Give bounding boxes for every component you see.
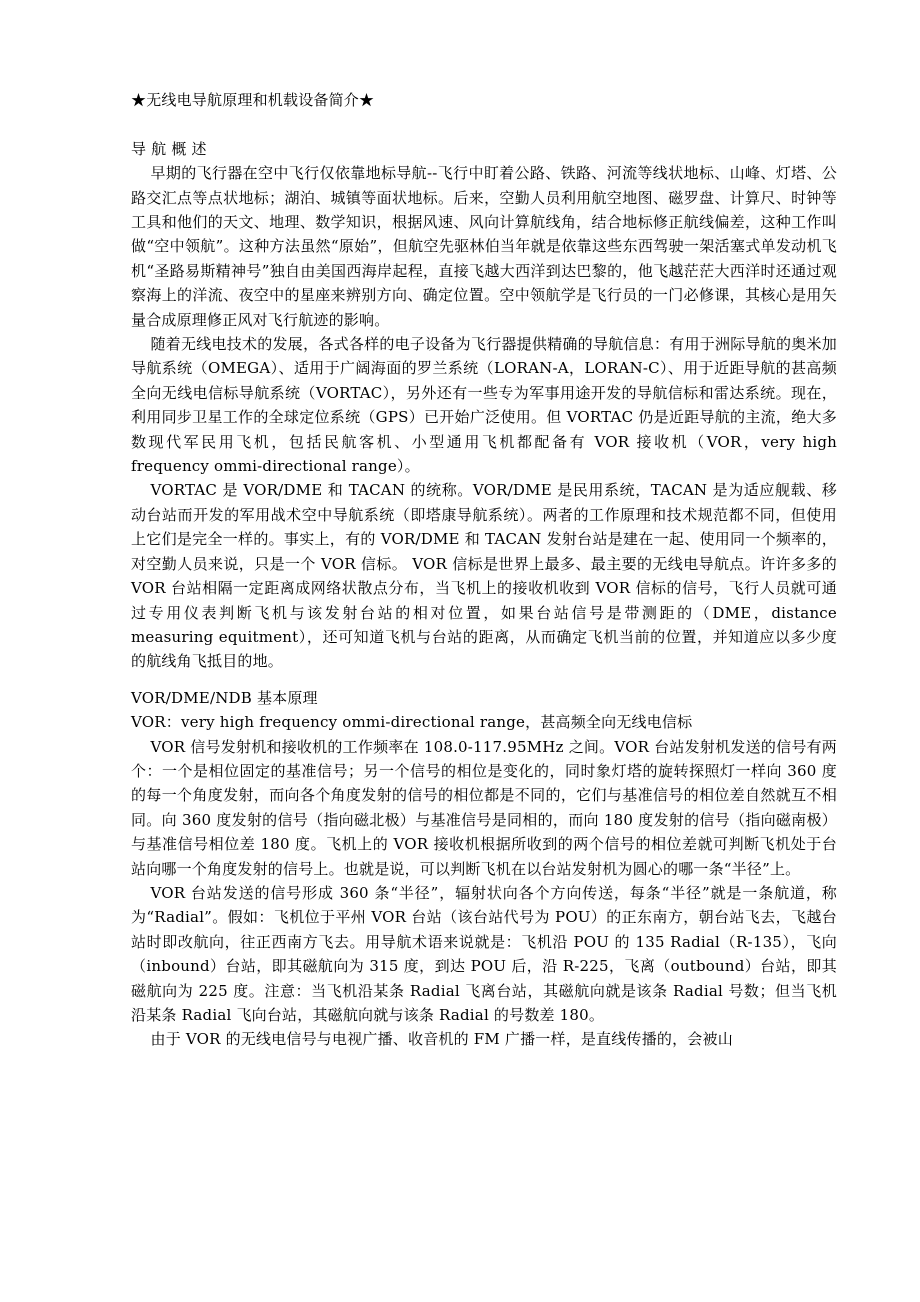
paragraph-radio-navigation: 随着无线电技术的发展，各式各样的电子设备为飞行器提供精确的导航信息：有用于洲际导航的奥米加导航系统（OMEGA）、适用于广阔海面的罗兰系统（LORAN-A，LORAN-C）、用于近距导航的甚高频全向无线电信标导航系统（VORTAC），另外还有一些专为军事用途开发的导航信标和雷达系统。现在，利用同步卫星工作的全球定位系统（GPS）已开始广泛使用。但 VORTAC 仍是近距导航的主流，绝大多数现代军民用飞机，包括民航客机、小型通用飞机都配备有 VOR 接收机（VOR，very high frequency ommi-directional range）。 [131, 335, 837, 476]
paragraph-vor-signals: VOR 信号发射机和接收机的工作频率在 108.0-117.95MHz 之间。VOR 台站发射机发送的信号有两个：一个是相位固定的基准信号；另一个信号的相位是变化的，同时象灯塔的旋转探照灯一样向 360 度的每一个角度发射，而向各个角度发射的信号的相位都是不同的，它们与基准信号的相位差自然就互不相同。向 360 度发射的信号（指向磁北极）与基准信号是同相的，而向 180 度发射的信号（指向磁南极）与基准信号相位差 180 度。飞机上的 VOR 接收机根据所收到的两个信号的相位差就可判断飞机处于台站向哪一个角度发射的信号上。也就是说，可以判断飞机在以台站发射机为圆心的哪一条“半径”上。 [131, 737, 837, 878]
paragraph-early-navigation: 早期的飞行器在空中飞行仅依靠地标导航--飞行中盯着公路、铁路、河流等线状地标、山峰、灯塔、公路交汇点等点状地标；湖泊、城镇等面状地标。后来，空勤人员利用航空地图、磁罗盘、计算尺、时钟等工具和他们的天文、地理、数学知识，根据风速、风向计算航线角，结合地标修正航线偏差，这种工作叫做“空中领航”。这种方法虽然“原始”，但航空先驱林伯当年就是依靠这些东西驾驶一架活塞式单发动机飞机“圣路易斯精神号”独自由美国西海岸起程，直接飞越大西洋到达巴黎的，他飞越茫茫大西洋时还通过观察海上的洋流、夜空中的星座来辨别方向、确定位置。空中领航学是飞行员的一门必修课，其核心是用矢量合成原理修正风对飞行航迹的影响。 [131, 164, 837, 329]
spacer [131, 674, 837, 686]
section-heading-principles: VOR/DME/NDB 基本原理 [131, 688, 318, 707]
paragraph-vortac: VORTAC 是 VOR/DME 和 TACAN 的统称。VOR/DME 是民用系统，TACAN 是为适应舰载、移动台站而开发的军用战术空中导航系统（即塔康导航系统）。两者的工作原理和技术规范都不同，但使用上它们是完全一样的。事实上，有的 VOR/DME 和 TACAN 发射台站是建在一起、使用同一个频率的，对空勤人员来说，只是一个 VOR 信标。 VOR 信标是世界上最多、最主要的无线电导航点。许许多多的 VOR 台站相隔一定距离成网络状散点分布，当飞机上的接收机收到 VOR 信标的信号，飞行人员就可通过专用仪表判断飞机与该发射台站的相对位置，如果台站信号是带测距的（DME，distance measuring equitment），还可知道飞机与台站的距离，从而确定飞机当前的位置，并知道应以多少度的航线角飞抵目的地。 [131, 481, 837, 671]
paragraph-line-of-sight: 由于 VOR 的无线电信号与电视广播、收音机的 FM 广播一样，是直线传播的，会被山 [150, 1030, 733, 1049]
spacer [131, 112, 837, 136]
document-title: ★无线电导航原理和机载设备简介★ [131, 91, 375, 109]
document-body [131, 88, 837, 1052]
paragraph-radials: VOR 台站发送的信号形成 360 条“半径”，辐射状向各个方向传送，每条“半径”就是一条航道，称为“Radial”。假如：飞机位于平州 VOR 台站（该台站代号为 POU）的正东南方，朝台站飞去，飞越台站时即改航向，往正西南方飞去。用导航术语来说就是：飞机沿 POU 的 135 Radial（R-135），飞向（inbound）台站，即其磁航向为 315 度，到达 POU 后，沿 R-225，飞离（outbound）台站，即其磁航向为 225 度。注意：当飞机沿某条 Radial 飞离台站，其磁航向就是该条 Radial 号数；但当飞机沿某条 Radial 飞向台站，其磁航向就与该条 Radial 的号数差 180。 [131, 883, 837, 1024]
vor-definition: VOR：very high frequency ommi-directional range，甚高频全向无线电信标 [131, 713, 693, 732]
section-heading-navigation-overview: 导 航 概 述 [131, 139, 207, 158]
